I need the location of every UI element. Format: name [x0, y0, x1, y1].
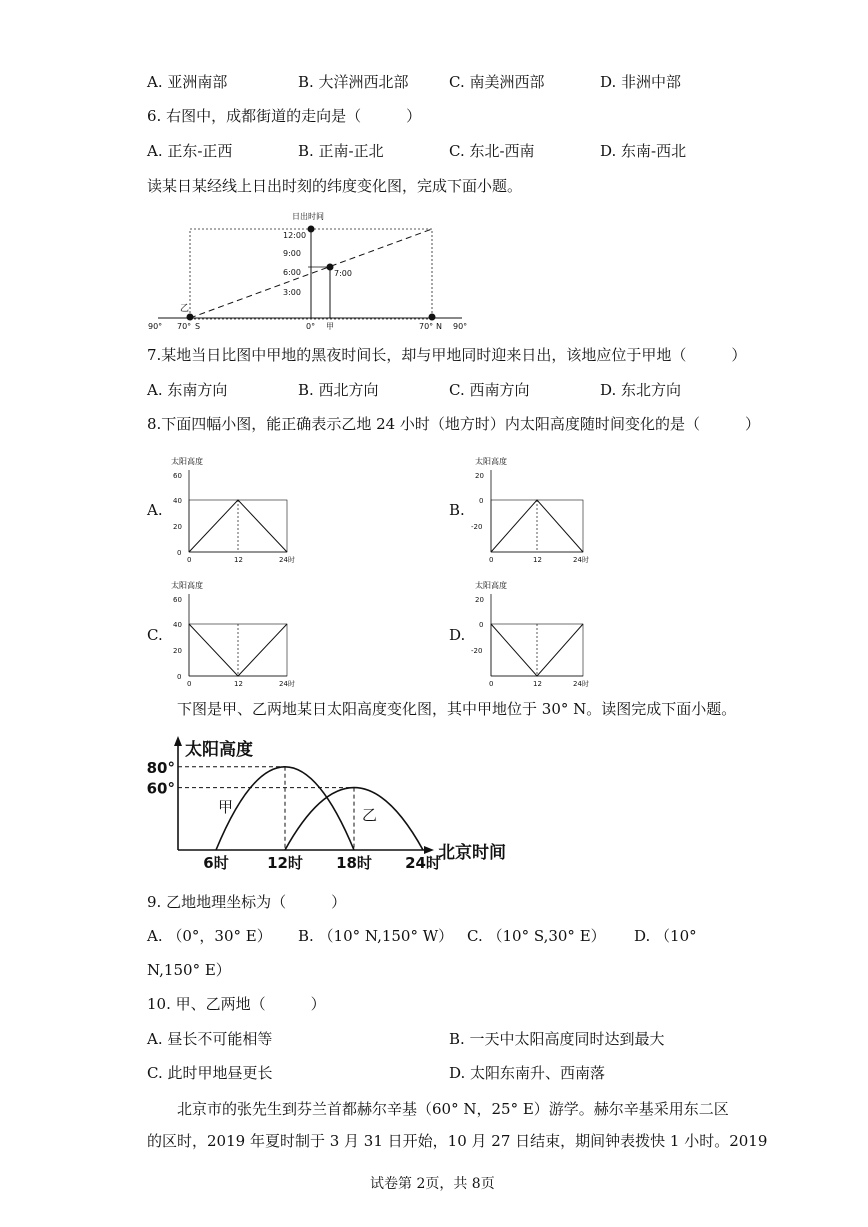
mini-c-ytick: 20 — [173, 647, 182, 655]
mini-a-ytick: 20 — [173, 523, 182, 531]
mini-d-ytick: 0 — [479, 621, 484, 629]
series-label-2: 乙 — [362, 806, 378, 824]
q7-option-d: D. 东北方向 — [600, 381, 682, 399]
q5-option-c: C. 南美洲西部 — [449, 73, 545, 91]
q9-option-d: D. （10° — [634, 927, 697, 945]
mini-b-ytick: 0 — [479, 497, 484, 505]
sunrise-latitude-figure — [140, 205, 480, 335]
q10-option-a: A. 昼长不可能相等 — [147, 1030, 273, 1048]
q7-option-a: A. 东南方向 — [147, 381, 228, 399]
q9-option-d-cont: N,150° E） — [147, 961, 231, 979]
q6-option-a: A. 正东-正西 — [147, 142, 233, 160]
q6-option-b: B. 正南-正北 — [298, 142, 384, 160]
mini-d-ytick: 20 — [475, 596, 484, 604]
mini-chart-b — [465, 452, 600, 567]
fig1-xtick-90n: 90° — [453, 322, 468, 331]
q9-option-a: A. （0°，30° E） — [147, 927, 272, 945]
fig1-xtick-jia: 甲 — [326, 322, 334, 331]
mini-chart-c — [165, 576, 300, 691]
paragraph-line-2: 的区时，2019 年夏时制于 3 月 31 日开始，10 月 27 日结束，期间钟表拨快 1 小时。2019 — [147, 1132, 768, 1150]
x-tick-label: 18时 — [336, 854, 372, 872]
mini-d-xtick: 12 — [533, 680, 542, 688]
y-axis-arrow — [174, 736, 182, 746]
fig1-ylabel: 日出时间 — [292, 212, 324, 221]
mini-a-xtick: 12 — [234, 556, 243, 564]
mini-d-ytick: -20 — [471, 647, 483, 655]
intro-sunrise: 读某日某经线上日出时刻的纬度变化图，完成下面小题。 — [147, 177, 523, 195]
mini-c-xtick: 0 — [187, 680, 192, 688]
q8-option-b-letter: B. — [449, 501, 465, 519]
q6-option-d: D. 东南-西北 — [600, 142, 687, 160]
q8-option-c-letter: C. — [147, 626, 163, 644]
x-axis-arrow — [424, 846, 434, 854]
x-tick-label: 12时 — [267, 854, 303, 872]
mini-chart-a — [165, 452, 300, 567]
mini-c-title: 太阳高度 — [171, 581, 203, 590]
q7-option-c: C. 西南方向 — [449, 381, 530, 399]
paragraph-line-1: 北京市的张先生到芬兰首都赫尔辛基（60° N，25° E）游学。赫尔辛基采用东二区 — [177, 1100, 729, 1118]
solar-altitude-chart — [140, 730, 530, 875]
mini-b-xtick: 0 — [489, 556, 494, 564]
page-footer: 试卷第 2页，共 8页 — [370, 1176, 495, 1192]
mini-d-title: 太阳高度 — [475, 581, 507, 590]
intro-solar-altitude: 下图是甲、乙两地某日太阳高度变化图，其中甲地位于 30° N。读图完成下面小题。 — [177, 700, 737, 718]
mini-b-ytick: 20 — [475, 472, 484, 480]
q6-option-c: C. 东北-西南 — [449, 142, 535, 160]
mini-a-ytick: 0 — [177, 549, 182, 557]
fig1-point-label: 7:00 — [334, 269, 352, 278]
chart-ylabel: 太阳高度 — [185, 740, 253, 760]
mini-a-ytick: 60 — [173, 472, 182, 480]
q8-option-a-letter: A. — [147, 501, 163, 519]
fig1-ytick-12: 12:00 — [283, 231, 307, 240]
fig1-xtick-n: N — [436, 322, 442, 331]
mini-c-ytick: 60 — [173, 596, 182, 604]
q7-stem: 7.某地当日比图中甲地的黑夜时间长，却与甲地同时迎来日出，该地应位于甲地（ ） — [147, 346, 747, 364]
fig1-xtick-0: 0° — [306, 322, 316, 331]
q8-option-d-letter: D. — [449, 626, 466, 644]
fig1-xtick-70n: 70° — [419, 322, 434, 331]
fig1-ytick-3: 3:00 — [283, 288, 301, 297]
q10-option-d: D. 太阳东南升、西南落 — [449, 1064, 606, 1082]
fig1-ytick-9: 9:00 — [283, 249, 301, 258]
q5-option-d: D. 非洲中部 — [600, 73, 682, 91]
x-tick-label: 6时 — [203, 854, 229, 872]
mini-chart-d — [465, 576, 600, 691]
q5-option-a: A. 亚洲南部 — [147, 73, 228, 91]
chart-xlabel: 北京时间 — [438, 843, 506, 863]
y-tick-label: 60° — [146, 779, 175, 798]
q8-stem: 8.下面四幅小图，能正确表示乙地 24 小时（地方时）内太阳高度随时间变化的是（ ） — [147, 415, 760, 433]
mini-b-ytick: -20 — [471, 523, 483, 531]
q9-stem: 9. 乙地地理坐标为（ ） — [147, 893, 347, 911]
fig1-xtick-s: S — [195, 322, 201, 331]
mini-c-ytick: 40 — [173, 621, 182, 629]
fig1-ytick-6: 6:00 — [283, 268, 301, 277]
mini-b-xtick: 24时 — [573, 556, 589, 564]
series-label-1: 甲 — [218, 798, 234, 816]
y-tick-label: 80° — [146, 758, 175, 777]
mini-a-xtick: 0 — [187, 556, 192, 564]
mini-b-xtick: 12 — [533, 556, 542, 564]
fig1-xtick-70s: 70° — [177, 322, 192, 331]
q7-option-b: B. 西北方向 — [298, 381, 379, 399]
q9-option-c: C. （10° S,30° E） — [467, 927, 606, 945]
fig1-xtick-90s: 90° — [148, 322, 163, 331]
mini-b-title: 太阳高度 — [475, 457, 507, 466]
mini-c-xtick: 24时 — [279, 680, 295, 688]
q10-option-c: C. 此时甲地昼更长 — [147, 1064, 273, 1082]
mini-a-xtick: 24时 — [279, 556, 295, 564]
q5-option-b: B. 大洋洲西北部 — [298, 73, 409, 91]
mini-a-ytick: 40 — [173, 497, 182, 505]
mini-d-xtick: 0 — [489, 680, 494, 688]
q6-stem: 6. 右图中，成都街道的走向是（ ） — [147, 107, 422, 125]
mini-c-ytick: 0 — [177, 673, 182, 681]
mini-c-xtick: 12 — [234, 680, 243, 688]
mini-a-title: 太阳高度 — [171, 457, 203, 466]
q9-option-b: B. （10° N,150° W） — [298, 927, 454, 945]
q10-option-b: B. 一天中太阳高度同时达到最大 — [449, 1030, 665, 1048]
q10-stem: 10. 甲、乙两地（ ） — [147, 995, 326, 1013]
mini-d-xtick: 24时 — [573, 680, 589, 688]
x-tick-label: 24时 — [405, 854, 441, 872]
fig1-yi-label: 乙 — [180, 304, 190, 314]
